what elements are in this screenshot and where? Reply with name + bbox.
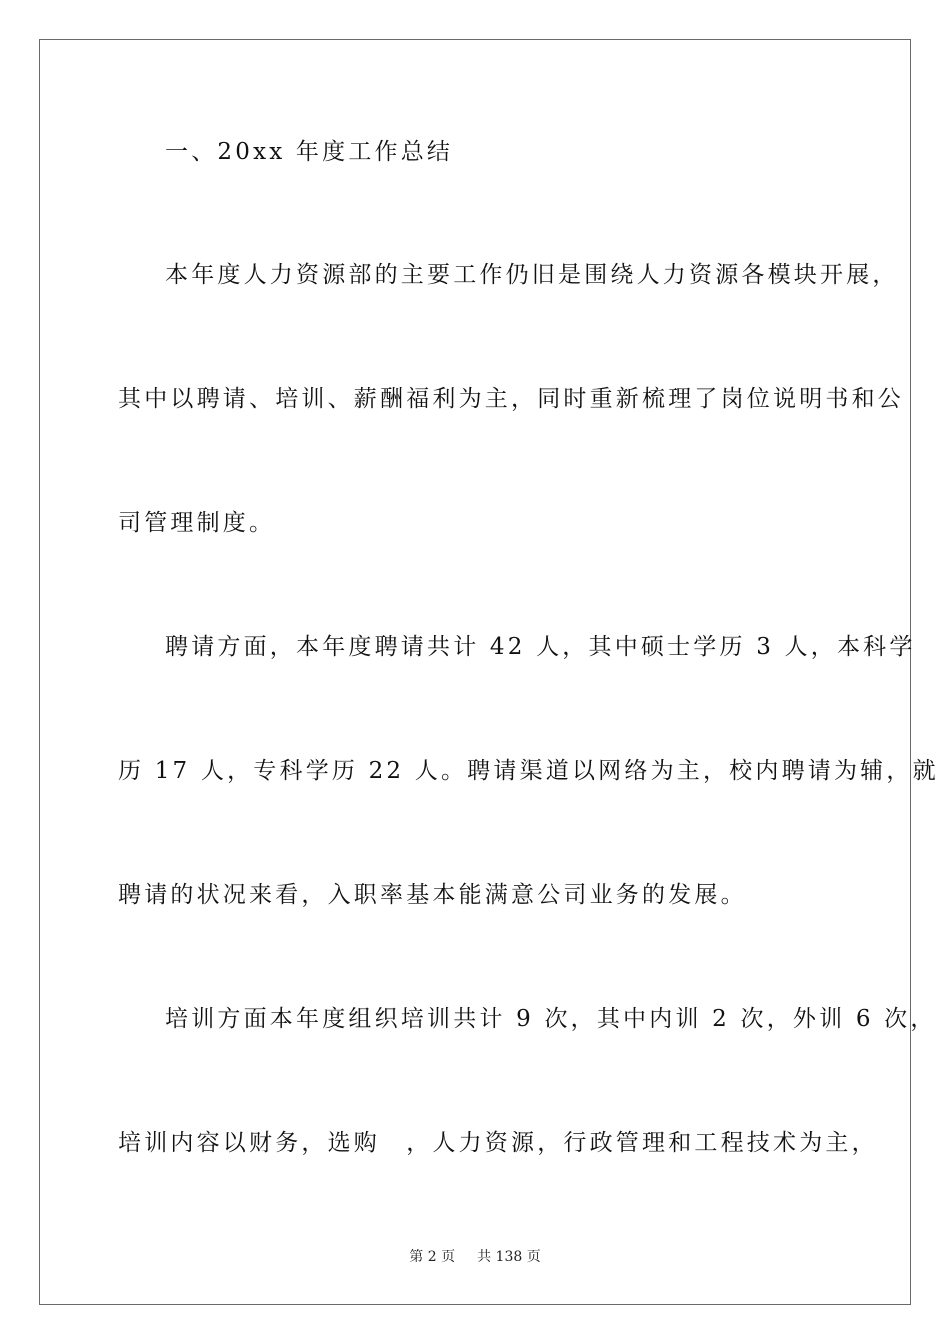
total-pages: 共 138 页 — [477, 1249, 541, 1265]
page-number: 第 2 页 — [409, 1249, 456, 1265]
page-footer — [0, 1248, 950, 1266]
paragraph-line: 司管理制度。 — [118, 510, 276, 536]
paragraph-line: 其中以聘请、培训、薪酬福利为主，同时重新梳理了岗位说明书和公 — [118, 386, 904, 412]
paragraph-line: 聘请方面，本年度聘请共计 42 人，其中硕士学历 3 人，本科学 — [165, 634, 916, 660]
paragraph-line: 培训方面本年度组织培训共计 9 次，其中内训 2 次，外训 6 次， — [165, 1006, 937, 1032]
page-border — [39, 39, 911, 1305]
paragraph-line: 本年度人力资源部的主要工作仍旧是围绕人力资源各模块开展， — [165, 262, 899, 288]
section-heading: 一、20xx 年度工作总结 — [165, 139, 454, 165]
paragraph-line: 历 17 人，专科学历 22 人。聘请渠道以网络为主，校内聘请为辅，就 — [118, 758, 939, 784]
paragraph-line: 聘请的状况来看，入职率基本能满意公司业务的发展。 — [118, 882, 747, 908]
paragraph-line: 培训内容以财务，选购 ，人力资源，行政管理和工程技术为主， — [118, 1130, 878, 1156]
